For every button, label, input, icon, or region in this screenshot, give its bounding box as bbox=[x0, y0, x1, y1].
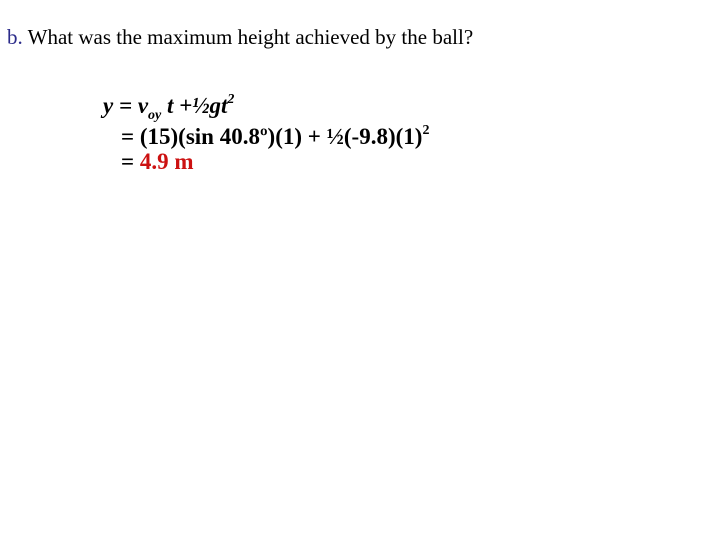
question-body: What was the maximum height achieved by the ball? bbox=[27, 25, 474, 49]
substitution-text: = (15)(sin 40.8º)(1) + ½(-9.8)(1) bbox=[121, 124, 423, 149]
equation-line-3 bbox=[121, 146, 429, 177]
equation-terms: t +½gt bbox=[161, 93, 228, 118]
question-text bbox=[7, 24, 473, 50]
equation-subscript: oy bbox=[148, 108, 162, 123]
result-equals: = bbox=[121, 149, 140, 174]
equation-line-1 bbox=[103, 84, 411, 123]
equation-lhs: y = v bbox=[103, 93, 149, 118]
solution-block bbox=[103, 84, 430, 177]
substitution-superscript: 2 bbox=[422, 123, 430, 138]
question-letter: b. bbox=[7, 25, 23, 49]
equation-superscript: 2 bbox=[227, 92, 235, 107]
answer-value: 4.9 m bbox=[139, 149, 194, 174]
equation-line-2 bbox=[121, 115, 430, 149]
